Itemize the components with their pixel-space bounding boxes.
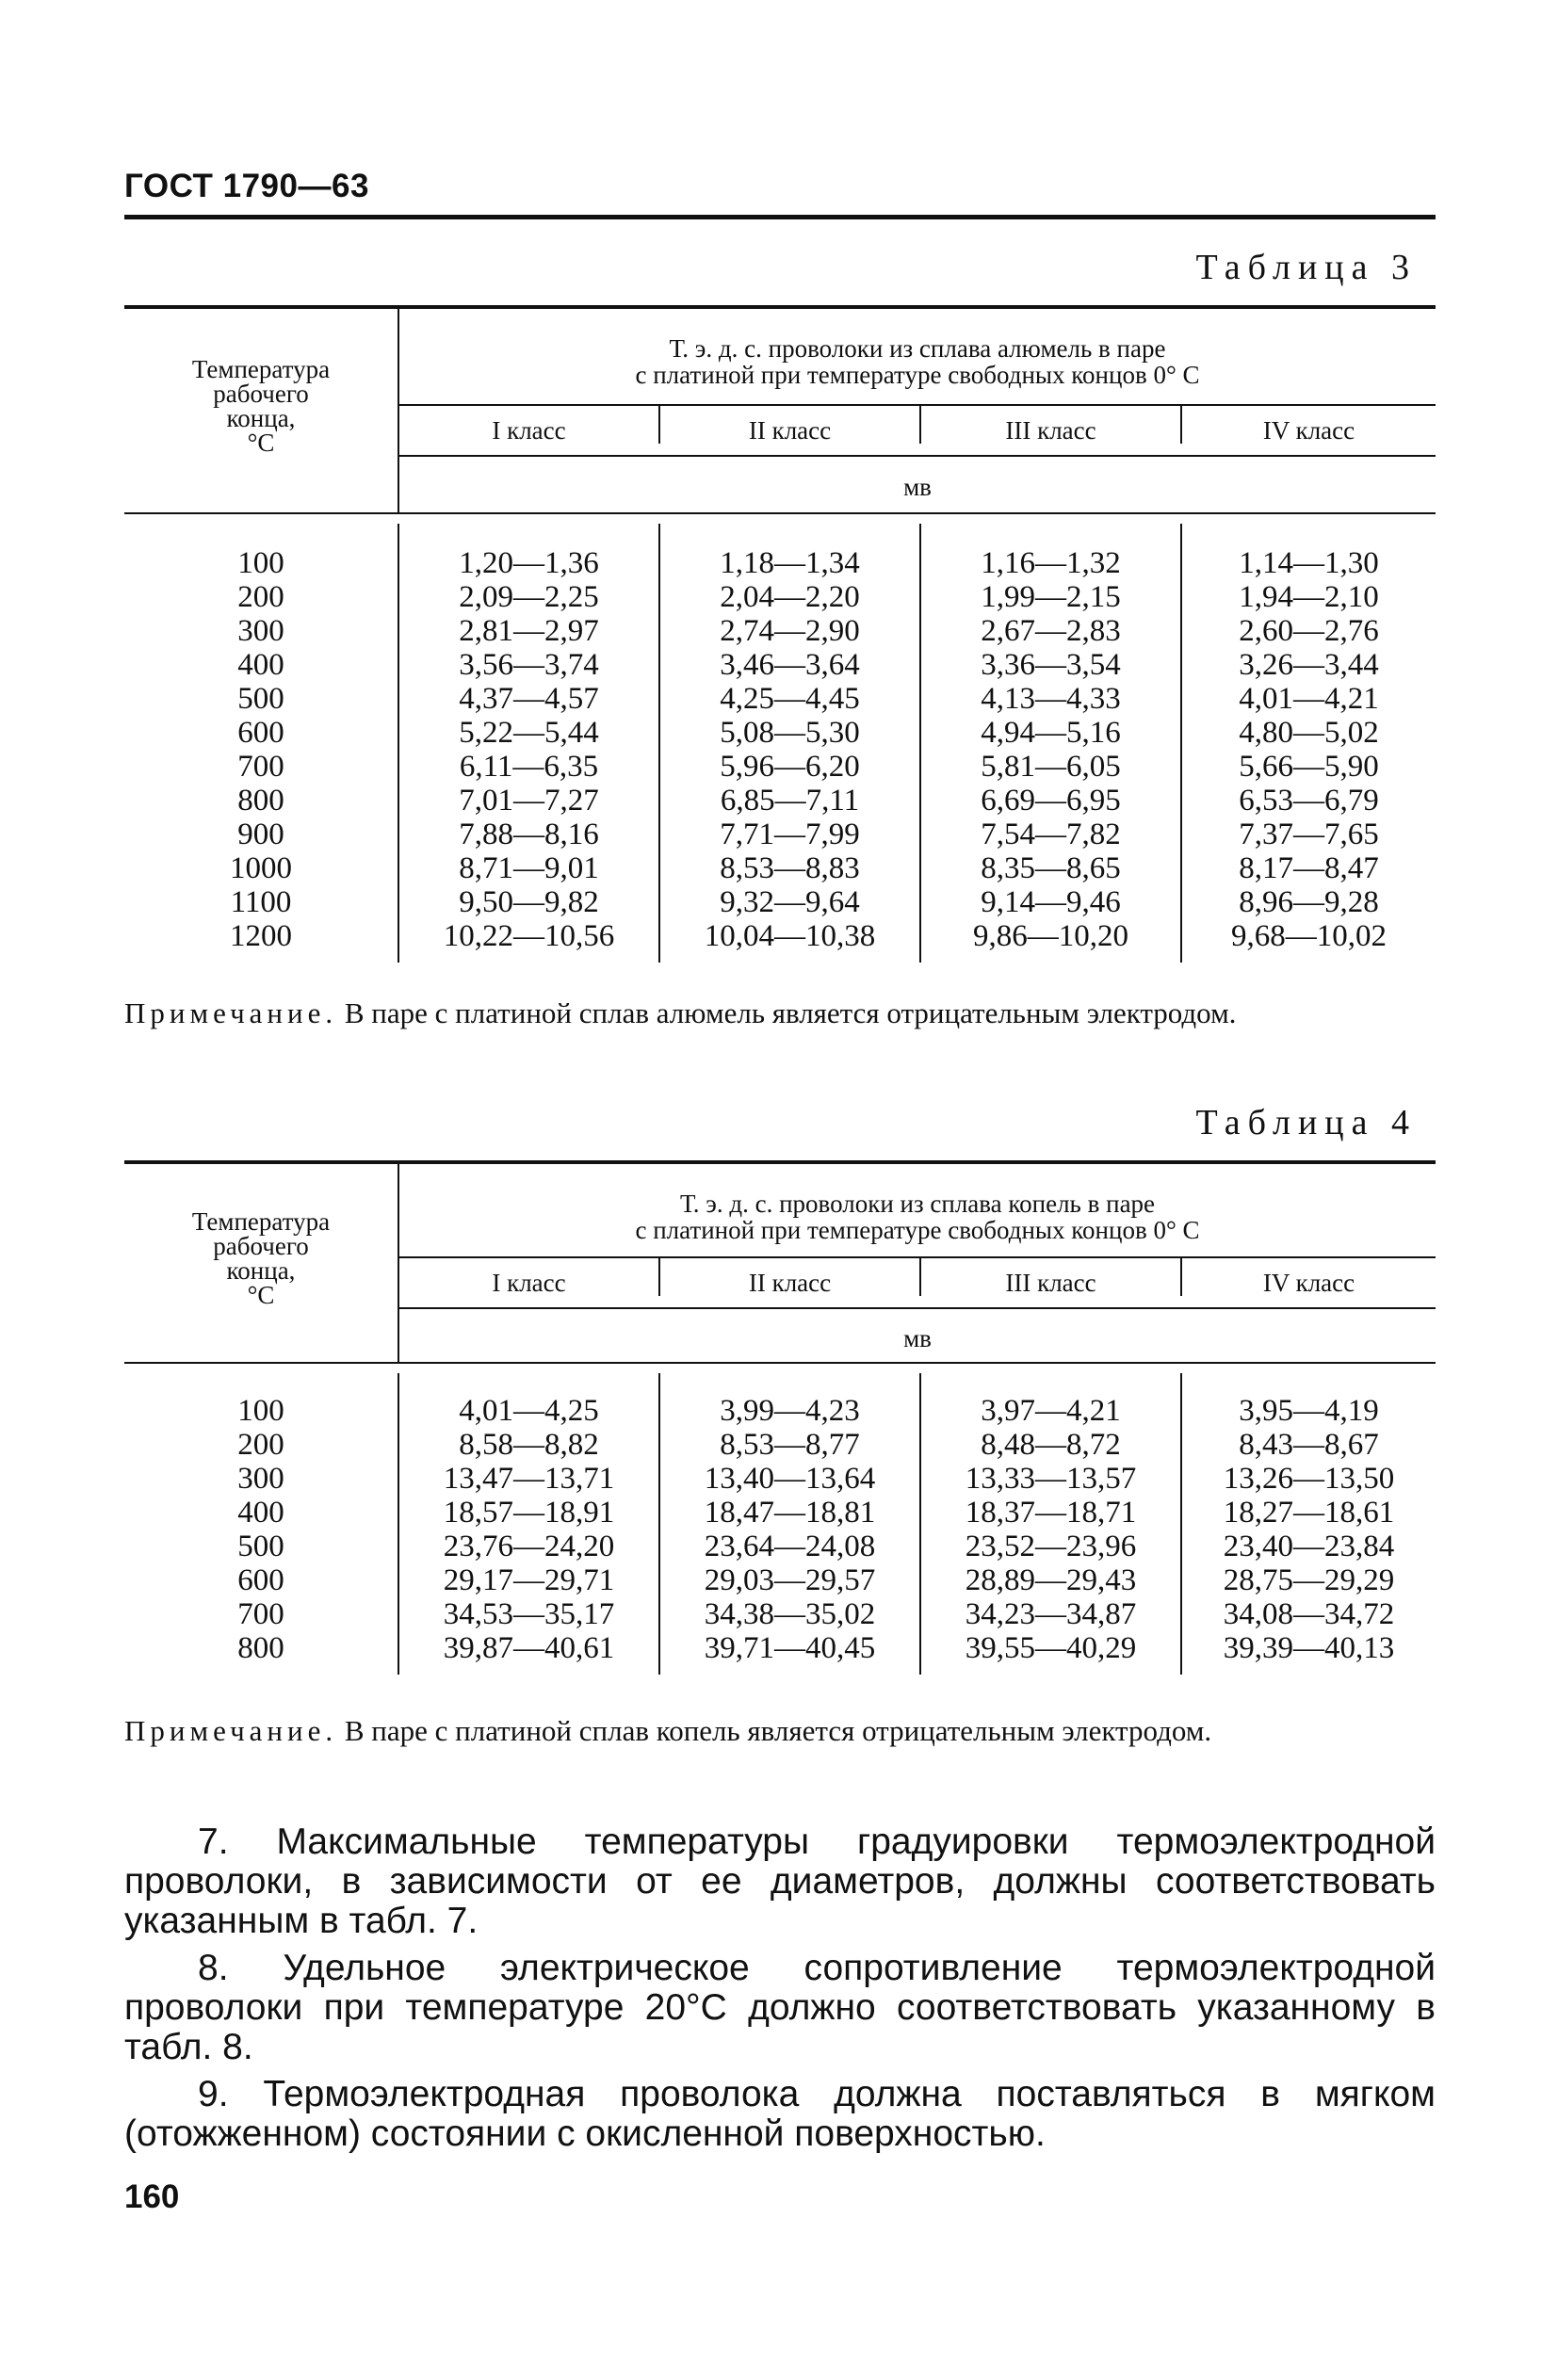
table-cell: 5,66—5,90 (1239, 750, 1379, 784)
table-cell: 1,94—2,10 (1239, 580, 1379, 614)
class-header: III класс (1005, 1269, 1096, 1297)
table-cell: 18,27—18,61 (1223, 1496, 1395, 1530)
class-header: III класс (1005, 416, 1096, 445)
table-cell: 7,71—7,99 (720, 818, 860, 851)
class-ii-column (660, 546, 919, 953)
class-ii-column (660, 1394, 919, 1665)
class-iii-column (921, 546, 1180, 953)
class-iv-column (1182, 1394, 1436, 1665)
table-cell: 9,86—10,20 (973, 919, 1128, 953)
temperature-column (124, 546, 398, 953)
table-cell: 23,64—24,08 (704, 1530, 876, 1563)
table-top-rule (124, 305, 1436, 309)
table-cell: 400 (237, 648, 284, 682)
table-cell: 23,76—24,20 (443, 1530, 615, 1563)
table-cell: 4,37—4,57 (459, 682, 599, 716)
table-cell: 5,08—5,30 (720, 716, 860, 750)
table-cell: 10,04—10,38 (704, 919, 876, 953)
class-header: I класс (492, 416, 566, 445)
header-rule (124, 215, 1436, 219)
note-text: В паре с платиной сплав алюмель является отрицательным электродом. (337, 996, 1237, 1029)
table-cell: 29,17—29,71 (443, 1563, 615, 1597)
table-cell: 1100 (230, 885, 292, 919)
table-cell: 1,14—1,30 (1239, 546, 1379, 580)
table-cell: 1,20—1,36 (459, 546, 599, 580)
paragraph-8: 8. Удельное электрическое сопротивление термоэлектродной проволоки при температуре 20°С должно соответствовать указанному в табл. 8. (124, 1948, 1436, 2067)
table-4 (124, 1160, 1436, 1688)
class-i-column (399, 546, 658, 953)
table-cell: 6,69—6,95 (981, 784, 1121, 818)
class-iii-column (921, 1394, 1180, 1665)
temperature-column (124, 1394, 398, 1665)
class-header: IV класс (1262, 416, 1355, 445)
table-cell: 6,11—6,35 (459, 750, 599, 784)
table-cell: 2,81—2,97 (459, 614, 599, 648)
table-top-rule (124, 1160, 1436, 1164)
class-header: IV класс (1262, 1269, 1355, 1297)
note-label: Примечание. (124, 996, 338, 1029)
table-cell: 34,38—35,02 (704, 1597, 876, 1631)
table-cell: 2,74—2,90 (720, 614, 860, 648)
table-cell: 4,25—4,45 (720, 682, 860, 716)
table-cell: 4,01—4,25 (459, 1394, 599, 1428)
table-cell: 39,87—40,61 (443, 1631, 615, 1665)
table-cell: 600 (237, 1563, 284, 1597)
table-cell: 3,97—4,21 (981, 1394, 1121, 1428)
unit-label: мв (903, 473, 932, 501)
table-cell: 6,53—6,79 (1239, 784, 1379, 818)
table-cell: 8,35—8,65 (981, 851, 1121, 885)
table-cell: 800 (237, 1631, 284, 1665)
table-cell: 3,99—4,23 (720, 1394, 860, 1428)
table-cell: 28,89—29,43 (965, 1563, 1137, 1597)
header-bottom-rule (124, 512, 1436, 514)
table-cell: 300 (237, 1462, 284, 1496)
table-3 (124, 305, 1436, 972)
table-cell: 700 (237, 750, 284, 784)
table-cell: 23,40—23,84 (1223, 1530, 1395, 1563)
table-4-note (124, 1714, 1436, 1747)
class-header: I класс (492, 1269, 566, 1297)
table-cell: 23,52—23,96 (965, 1530, 1137, 1563)
table-cell: 6,85—7,11 (720, 784, 860, 818)
class-iv-column (1182, 546, 1436, 953)
table-cell: 3,46—3,64 (720, 648, 860, 682)
table-cell: 10,22—10,56 (443, 919, 615, 953)
class-header: II класс (748, 416, 832, 445)
table-cell: 5,81—6,05 (981, 750, 1121, 784)
table-cell: 34,08—34,72 (1223, 1597, 1395, 1631)
table-cell: 3,95—4,19 (1239, 1394, 1379, 1428)
table-cell: 4,13—4,33 (981, 682, 1121, 716)
table-cell: 8,71—9,01 (459, 851, 599, 885)
unit-rule (399, 455, 1436, 457)
table-cell: 5,22—5,44 (459, 716, 599, 750)
table-cell: 8,53—8,83 (720, 851, 860, 885)
table-cell: 39,55—40,29 (965, 1631, 1137, 1665)
table-cell: 4,01—4,21 (1239, 682, 1379, 716)
header-bottom-rule (124, 1362, 1436, 1364)
table-cell: 600 (237, 716, 284, 750)
table-4-label: Таблица 4 (1195, 1103, 1417, 1142)
table-cell: 13,33—13,57 (965, 1462, 1137, 1496)
table-cell: 500 (237, 682, 284, 716)
table-cell: 39,39—40,13 (1223, 1631, 1395, 1665)
table-cell: 13,26—13,50 (1223, 1462, 1395, 1496)
document-code: ГОСТ 1790—63 (124, 168, 369, 204)
unit-rule (399, 1307, 1436, 1309)
table-cell: 4,94—5,16 (981, 716, 1121, 750)
table-cell: 500 (237, 1530, 284, 1563)
table-3-note (124, 996, 1436, 1029)
table-cell: 100 (237, 546, 284, 580)
class-header: II класс (748, 1269, 832, 1297)
table-cell: 4,80—5,02 (1239, 716, 1379, 750)
table-cell: 2,67—2,83 (981, 614, 1121, 648)
table-cell: 8,48—8,72 (981, 1428, 1121, 1462)
table-cell: 8,53—8,77 (720, 1428, 860, 1462)
table-cell: 34,23—34,87 (965, 1597, 1137, 1631)
table-cell: 8,43—8,67 (1239, 1428, 1379, 1462)
table-cell: 29,03—29,57 (704, 1563, 876, 1597)
table-cell: 1000 (230, 851, 292, 885)
emf-group-header: Т. э. д. с. проволоки из сплава алюмель в паре с платиной при температуре свободных концов 0° С (635, 334, 1200, 389)
table-cell: 3,26—3,44 (1239, 648, 1379, 682)
emf-group-header: Т. э. д. с. проволоки из сплава копель в паре с платиной при температуре свободных концов 0° С (635, 1190, 1200, 1244)
table-cell: 18,57—18,91 (443, 1496, 615, 1530)
table-cell: 900 (237, 818, 284, 851)
table-cell: 3,36—3,54 (981, 648, 1121, 682)
table-cell: 1,16—1,32 (981, 546, 1121, 580)
page-number: 160 (124, 2178, 180, 2215)
table-cell: 5,96—6,20 (720, 750, 860, 784)
table-cell: 300 (237, 614, 284, 648)
class-i-column (399, 1394, 658, 1665)
table-cell: 2,60—2,76 (1239, 614, 1379, 648)
body-paragraphs (124, 1822, 1436, 2161)
table-cell: 18,47—18,81 (704, 1496, 876, 1530)
table-cell: 9,68—10,02 (1231, 919, 1387, 953)
table-cell: 200 (237, 580, 284, 614)
subheader-rule (399, 404, 1436, 406)
table-cell: 18,37—18,71 (965, 1496, 1137, 1530)
note-text: В паре с платиной сплав копель является отрицательным электродом. (337, 1714, 1212, 1747)
note-label: Примечание. (124, 1714, 338, 1747)
temperature-column-header: Температура рабочего конца, °С (191, 355, 331, 457)
table-cell: 1,99—2,15 (981, 580, 1121, 614)
temperature-column-header: Температура рабочего конца, °С (191, 1207, 331, 1309)
table-cell: 100 (237, 1394, 284, 1428)
table-cell: 2,04—2,20 (720, 580, 860, 614)
table-cell: 34,53—35,17 (443, 1597, 615, 1631)
table-cell: 200 (237, 1428, 284, 1462)
table-cell: 7,54—7,82 (981, 818, 1121, 851)
table-cell: 2,09—2,25 (459, 580, 599, 614)
table-cell: 1,18—1,34 (720, 546, 860, 580)
paragraph-9: 9. Термоэлектродная проволока должна поставляться в мягком (отожженном) состоянии с окисленной поверхностью. (124, 2074, 1436, 2154)
table-cell: 7,88—8,16 (459, 818, 599, 851)
table-cell: 28,75—29,29 (1223, 1563, 1395, 1597)
subheader-rule (399, 1256, 1436, 1258)
table-cell: 8,96—9,28 (1239, 885, 1379, 919)
table-cell: 700 (237, 1597, 284, 1631)
table-cell: 13,40—13,64 (704, 1462, 876, 1496)
table-cell: 7,01—7,27 (459, 784, 599, 818)
table-cell: 9,50—9,82 (459, 885, 599, 919)
table-cell: 13,47—13,71 (443, 1462, 615, 1496)
paragraph-7: 7. Максимальные температуры градуировки термоэлектродной проволоки, в зависимости от ее диаметров, должны соответствовать указанным в табл. 7. (124, 1821, 1436, 1941)
table-cell: 39,71—40,45 (704, 1631, 876, 1665)
table-cell: 3,56—3,74 (459, 648, 599, 682)
table-cell: 8,17—8,47 (1239, 851, 1379, 885)
table-cell: 800 (237, 784, 284, 818)
unit-label: мв (903, 1324, 932, 1352)
table-cell: 9,32—9,64 (720, 885, 860, 919)
table-cell: 8,58—8,82 (459, 1428, 599, 1462)
table-cell: 400 (237, 1496, 284, 1530)
table-cell: 7,37—7,65 (1239, 818, 1379, 851)
table-cell: 1200 (230, 919, 292, 953)
table-3-label: Таблица 3 (1195, 248, 1417, 287)
table-cell: 9,14—9,46 (981, 885, 1121, 919)
